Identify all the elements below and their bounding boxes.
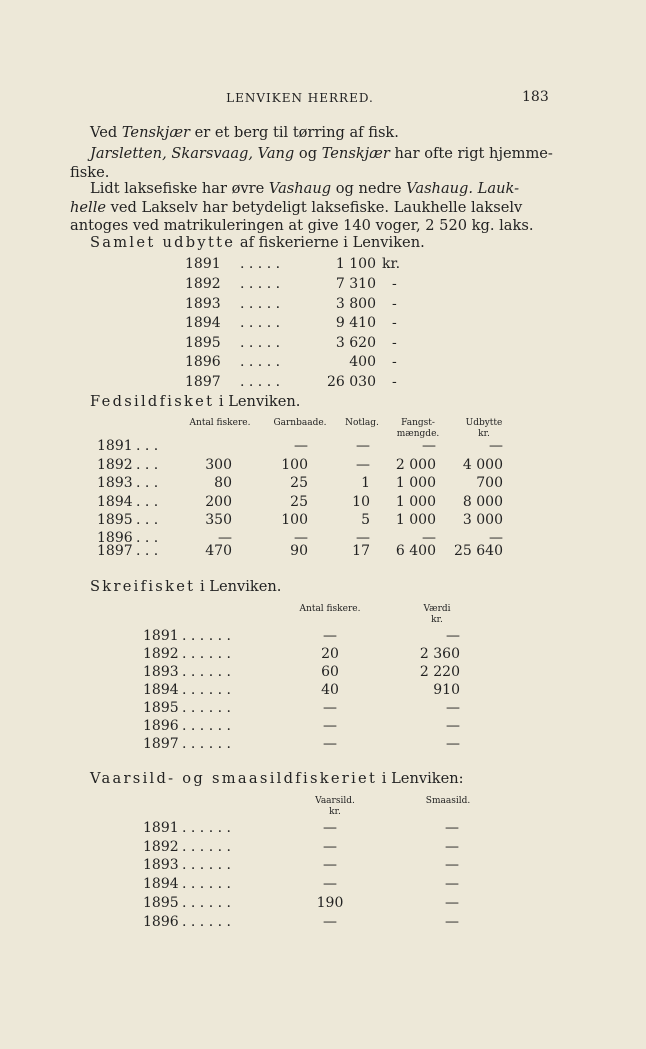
smaasild-cell: — [445, 820, 459, 836]
section-heading-samlet [90, 234, 425, 251]
value-cell: 9 410 [335, 315, 376, 331]
text-italic: Jarsletten, Skarsvaag, Vang [90, 145, 295, 162]
leader-dots: . . . [136, 438, 159, 454]
text-italic: Vashaug [268, 180, 332, 197]
antal-cell: 40 [321, 682, 339, 698]
vaerdi-cell: — [446, 718, 460, 734]
antal-cell: — [323, 718, 337, 734]
year-cell: 1897 [97, 543, 133, 559]
paragraph-line-5 [70, 199, 522, 216]
unit-cell: - [392, 315, 397, 331]
udbytte-cell: 25 640 [454, 543, 503, 559]
text: i Lenviken: [377, 770, 464, 787]
year-cell: 1895 [143, 700, 179, 716]
value-cell: 3 800 [335, 296, 376, 312]
column-header-udbytte: Udbytte kr. [465, 418, 503, 439]
garn-cell: 25 [290, 494, 308, 510]
year-cell: 1892 [97, 457, 133, 473]
year-cell: 1891 [143, 628, 179, 644]
year-cell: 1897 [143, 736, 179, 752]
text: er et berg til tørring af fisk. [190, 124, 399, 141]
year-cell: 1892 [185, 276, 221, 292]
leader-dots: . . . . . [240, 315, 281, 331]
udbytte-cell: 4 000 [462, 457, 503, 473]
fangst-cell: 1 000 [395, 494, 436, 510]
leader-dots: . . . . . [240, 256, 281, 272]
text: Ved [90, 124, 122, 141]
year-cell: 1897 [185, 374, 221, 390]
paragraph-line-4 [90, 180, 519, 197]
garn-cell: 25 [290, 475, 308, 491]
unit-cell: - [392, 296, 397, 312]
year-cell: 1896 [143, 914, 179, 930]
leader-dots: . . . . . . [182, 857, 231, 873]
vaerdi-cell: — [446, 736, 460, 752]
leader-dots: . . . . . . [182, 628, 231, 644]
vaerdi-cell: 2 360 [419, 646, 460, 662]
paragraph-line-6: antoges ved matrikuleringen at give 140 voger, 2 520 kg. laks. [70, 217, 534, 234]
udbytte-cell: — [489, 438, 503, 454]
year-cell: 1896 [143, 718, 179, 734]
text-italic: helle [70, 199, 107, 216]
paragraph-line-3: fiske. [70, 164, 110, 181]
smaasild-cell: — [445, 895, 459, 911]
leader-dots: . . . [136, 494, 159, 510]
vaarsild-cell: — [323, 820, 337, 836]
text: i Lenviken. [214, 393, 301, 410]
antal-cell: 20 [321, 646, 339, 662]
leader-dots: . . . . . . [182, 718, 231, 734]
leader-dots: . . . . . . [182, 820, 231, 836]
year-cell: 1896 [97, 530, 133, 546]
vaerdi-cell: 910 [433, 682, 460, 698]
udbytte-cell: 8 000 [462, 494, 503, 510]
udbytte-cell: 700 [476, 475, 503, 491]
antal-cell: 60 [321, 664, 339, 680]
section-heading-vaarsild [90, 770, 464, 787]
year-cell: 1893 [185, 296, 221, 312]
leader-dots: . . . . . . [182, 700, 231, 716]
udbytte-cell: — [489, 530, 503, 546]
vaerdi-cell: — [446, 700, 460, 716]
fangst-cell: — [422, 530, 436, 546]
year-cell: 1893 [143, 857, 179, 873]
year-cell: 1892 [143, 839, 179, 855]
text: har ofte rigt hjemme- [389, 145, 553, 162]
text: i Lenviken. [195, 578, 282, 595]
garn-cell: 100 [281, 457, 308, 473]
garn-cell: — [294, 530, 308, 546]
year-cell: 1891 [97, 438, 133, 454]
section-heading-skrei [90, 578, 281, 595]
spaced-heading: Vaarsild- og smaasildfiskeriet [90, 770, 378, 787]
not-cell: — [356, 530, 370, 546]
text: og [294, 145, 322, 162]
year-cell: 1893 [97, 475, 133, 491]
section-heading-fedsild [90, 393, 300, 410]
value-cell: 1 100 [335, 256, 376, 272]
not-cell: 1 [361, 475, 370, 491]
column-header-vaarsild: Vaarsild. kr. [315, 796, 355, 817]
year-cell: 1896 [185, 354, 221, 370]
leader-dots: . . . [136, 543, 159, 559]
year-cell: 1894 [143, 876, 179, 892]
antal-cell: 200 [205, 494, 232, 510]
year-cell: 1895 [97, 512, 133, 528]
page-number: 183 [522, 89, 549, 105]
year-cell: 1894 [185, 315, 221, 331]
text: Lidt laksefiske har øvre [90, 180, 269, 197]
antal-cell: 470 [205, 543, 232, 559]
leader-dots: . . . . . [240, 374, 281, 390]
year-cell: 1893 [143, 664, 179, 680]
antal-cell: 80 [214, 475, 232, 491]
not-cell: — [356, 457, 370, 473]
value-cell: 400 [349, 354, 376, 370]
leader-dots: . . . . . . [182, 736, 231, 752]
paragraph-line-2 [90, 145, 553, 162]
running-header-title: LENVIKEN HERRED. [226, 91, 374, 105]
text-italic: Vashaug. [406, 180, 474, 197]
smaasild-cell: — [445, 857, 459, 873]
text-italic: Tenskjær [121, 124, 191, 141]
fangst-cell: 6 400 [395, 543, 436, 559]
year-cell: 1895 [185, 335, 221, 351]
leader-dots: . . . . . [240, 276, 281, 292]
garn-cell: 90 [290, 543, 308, 559]
antal-cell: — [323, 628, 337, 644]
antal-cell: — [323, 700, 337, 716]
year-cell: 1895 [143, 895, 179, 911]
leader-dots: . . . . . [240, 296, 281, 312]
text: af fiskerierne i Lenviken. [235, 234, 425, 251]
smaasild-cell: — [445, 839, 459, 855]
leader-dots: . . . . . . [182, 839, 231, 855]
leader-dots: . . . . . . [182, 914, 231, 930]
text-italic: Tenskjær [321, 145, 390, 162]
antal-cell: 350 [205, 512, 232, 528]
not-cell: 5 [361, 512, 370, 528]
text: ved Lakselv har betydeligt laksefiske. Laukhelle lakselv [106, 199, 523, 216]
leader-dots: . . . . . . [182, 895, 231, 911]
value-cell: 26 030 [327, 374, 376, 390]
leader-dots: . . . . . [240, 335, 281, 351]
unit-cell: - [392, 354, 397, 370]
vaerdi-cell: — [446, 628, 460, 644]
unit-cell: kr. [382, 256, 401, 272]
year-cell: 1891 [185, 256, 221, 272]
vaarsild-cell: — [323, 914, 337, 930]
value-cell: 3 620 [335, 335, 376, 351]
unit-cell: - [392, 335, 397, 351]
vaarsild-cell: — [323, 857, 337, 873]
smaasild-cell: — [445, 876, 459, 892]
leader-dots: . . . . . . [182, 876, 231, 892]
udbytte-cell: 3 000 [462, 512, 503, 528]
leader-dots: . . . . . . [182, 664, 231, 680]
unit-cell: - [392, 276, 397, 292]
vaarsild-cell: 190 [316, 895, 344, 911]
column-header-vaerdi: Værdi kr. [423, 604, 451, 625]
column-header-smaasild: Smaasild. [425, 796, 471, 806]
smaasild-cell: — [445, 914, 459, 930]
column-header-garnbaade: Garnbaade. [273, 418, 327, 428]
year-cell: 1894 [97, 494, 133, 510]
vaerdi-cell: 2 220 [419, 664, 460, 680]
leader-dots: . . . . . . [182, 682, 231, 698]
not-cell: 17 [352, 543, 370, 559]
leader-dots: . . . [136, 475, 159, 491]
year-cell: 1891 [143, 820, 179, 836]
year-cell: 1894 [143, 682, 179, 698]
leader-dots: . . . . . [240, 354, 281, 370]
fangst-cell: 2 000 [395, 457, 436, 473]
garn-cell: — [294, 438, 308, 454]
leader-dots: . . . . . . [182, 646, 231, 662]
column-header-fangst: Fangst- mængde. [396, 418, 440, 439]
year-cell: 1892 [143, 646, 179, 662]
fangst-cell: 1 000 [395, 512, 436, 528]
antal-cell: — [218, 530, 232, 546]
text: og nedre [331, 180, 407, 197]
value-cell: 7 310 [335, 276, 376, 292]
text-italic: Lauk- [473, 180, 519, 197]
spaced-heading: Samlet udbytte [90, 234, 236, 251]
not-cell: — [356, 438, 370, 454]
paragraph-line-1 [90, 124, 399, 141]
spaced-heading: Skreifisket [90, 578, 196, 595]
spaced-heading: Fedsildfisket [90, 393, 215, 410]
unit-cell: - [392, 374, 397, 390]
column-header-antal: Antal fiskere. [299, 604, 361, 614]
column-header-antal: Antal fiskere. [189, 418, 251, 428]
leader-dots: . . . [136, 530, 159, 546]
vaarsild-cell: — [323, 876, 337, 892]
fangst-cell: — [422, 438, 436, 454]
garn-cell: 100 [281, 512, 308, 528]
not-cell: 10 [352, 494, 370, 510]
column-header-notlag: Notlag. [345, 418, 379, 428]
antal-cell: — [323, 736, 337, 752]
antal-cell: 300 [205, 457, 232, 473]
leader-dots: . . . [136, 457, 159, 473]
vaarsild-cell: — [323, 839, 337, 855]
leader-dots: . . . [136, 512, 159, 528]
fangst-cell: 1 000 [395, 475, 436, 491]
